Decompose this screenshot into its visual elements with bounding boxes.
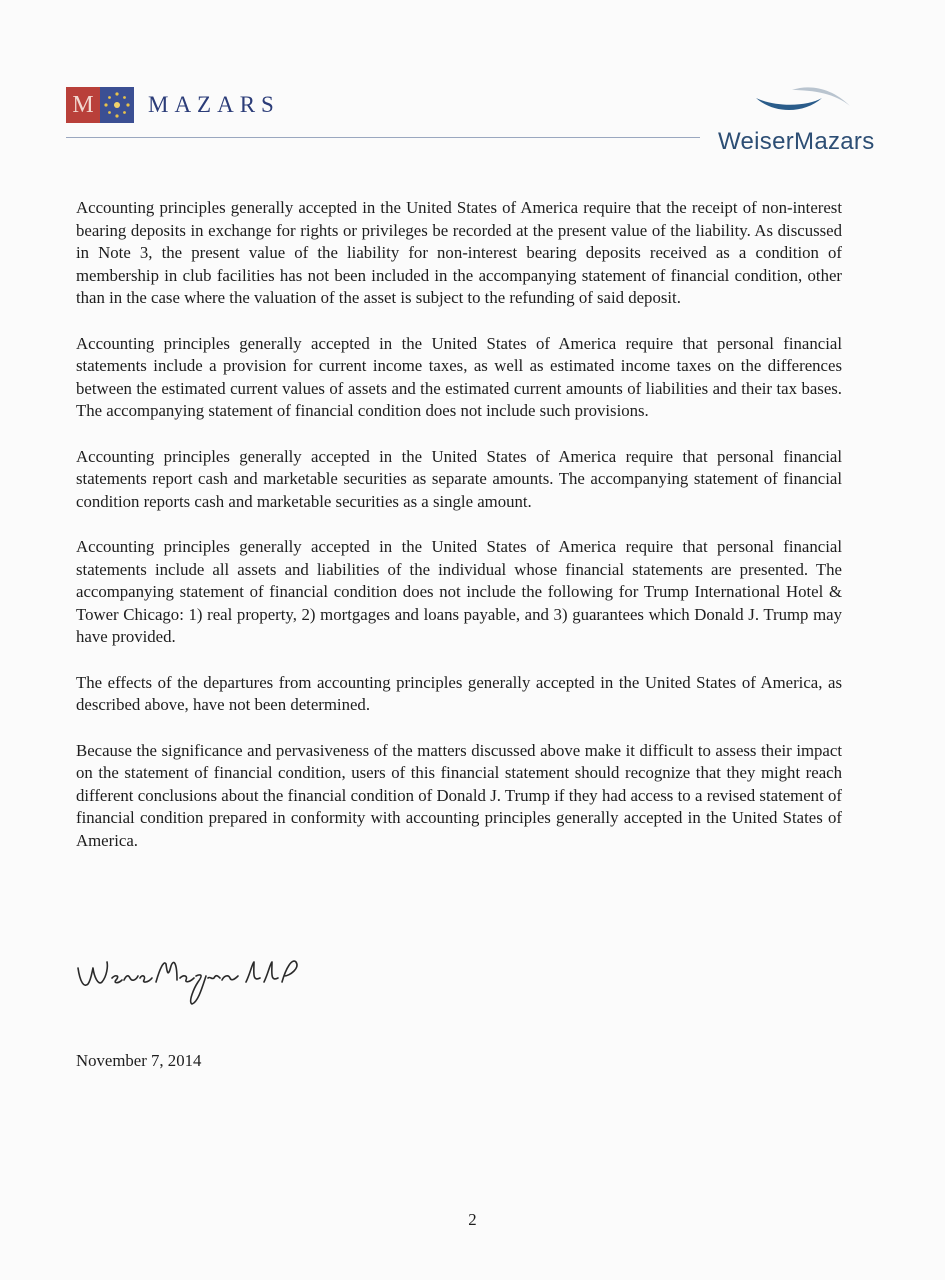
signature bbox=[74, 952, 314, 1017]
report-date: November 7, 2014 bbox=[76, 1051, 202, 1070]
paragraph: Accounting principles generally accepted in the United States of America require that personal financial statements include a provision for current income taxes, as well as estimated income taxes on the differences between the estimated current values of assets and the estimated current amounts of liabilities and their tax bases. The accompanying statement of financial condition does not include such provisions. bbox=[76, 333, 842, 420]
mazars-logo bbox=[66, 87, 280, 123]
mazars-star-icon bbox=[100, 87, 134, 123]
paragraph: The effects of the departures from accounting principles generally accepted in the United States of America, as described above, have not been determined. bbox=[76, 672, 842, 714]
weisermazars-wordmark: WeiserMazars bbox=[718, 128, 875, 155]
weiser-swoosh-icon bbox=[752, 84, 856, 129]
mazars-monogram: M bbox=[66, 87, 100, 123]
paragraph: Accounting principles generally accepted in the United States of America require that personal financial statements include all assets and liabilities of the individual whose financial statements are presented. The accompanying statement of financial condition does not include the following for Trump International Hotel & Tower Chicago: 1) real property, 2) mortgages and loans payable, and 3) guarantees which Donald J. Trump may have provided. bbox=[76, 537, 842, 646]
header-divider bbox=[66, 137, 700, 138]
paragraph: Accounting principles generally accepted in the United States of America require that personal financial statements report cash and marketable securities as separate amounts. The accompanying statement of financial condition reports cash and marketable securities as a single amount. bbox=[76, 446, 842, 511]
page-number: 2 bbox=[468, 1210, 477, 1229]
paragraph: Because the significance and pervasiveness of the matters discussed above make it difficult to assess their impact on the statement of financial condition, users of this financial statement should recognize that they might reach different conclusions about the financial condition of Donald J. Trump if they had access to a revised statement of financial condition prepared in conformity with accounting principles generally accepted in the United States of America. bbox=[76, 740, 842, 850]
report-body bbox=[76, 197, 842, 875]
mazars-wordmark: MAZARS bbox=[148, 92, 280, 117]
paragraph: Accounting principles generally accepted in the United States of America require that the receipt of non-interest bearing deposits in exchange for rights or privileges be recorded at the present value of the liability. As discussed in Note 3, the present value of the liability for non-interest bearing deposits received as a condition of membership in club facilities has not been included in the accompanying statement of financial condition, other than in the case where the valuation of the asset is subject to the refunding of said deposit. bbox=[76, 198, 842, 307]
